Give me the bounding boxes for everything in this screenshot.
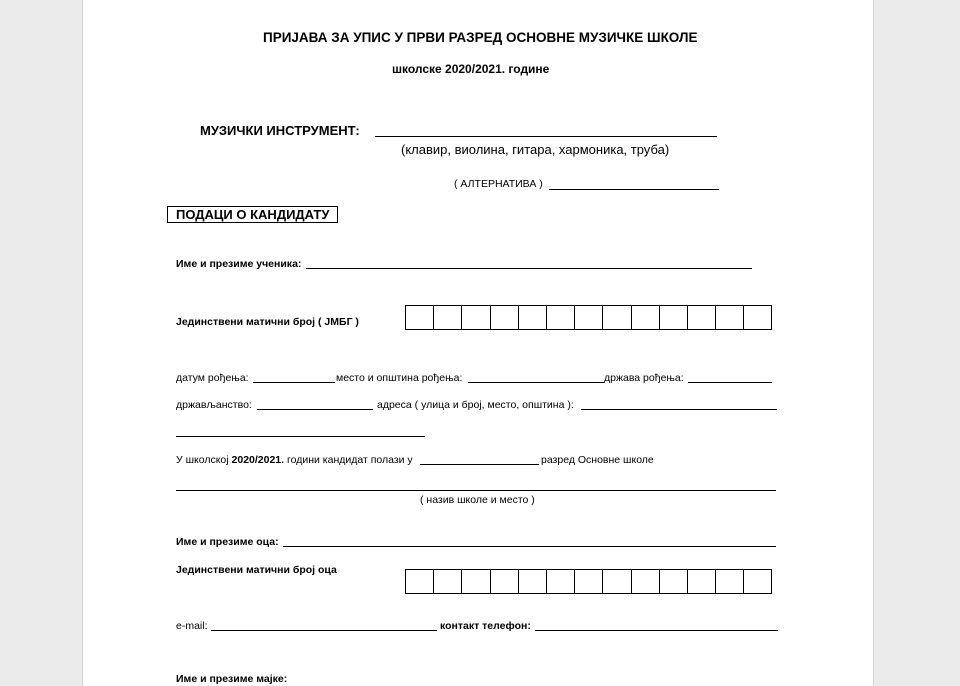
address-input-line[interactable]	[581, 409, 777, 410]
form-subtitle: школске 2020/2021. године	[392, 62, 550, 76]
jmbg-cell[interactable]	[434, 306, 462, 329]
father-name-label: Име и презиме оца:	[176, 536, 279, 548]
citizenship-label: држављанство:	[176, 399, 252, 411]
father-name-input-line[interactable]	[283, 546, 776, 547]
jmbg-cell[interactable]	[603, 306, 631, 329]
phone-label: контакт телефон:	[440, 620, 531, 632]
birth-place-label: место и општина рођења:	[336, 372, 463, 384]
father-jmbg-label: Јединствени матични број оца	[176, 564, 337, 576]
jmbg-cell[interactable]	[406, 570, 434, 593]
student-name-input-line[interactable]	[306, 268, 752, 269]
jmbg-label: Јединствени матични број ( ЈМБГ )	[176, 316, 359, 328]
instrument-hint: (клавир, виолина, гитара, хармоника, труба)	[401, 142, 670, 157]
mother-name-label: Име и презиме мајке:	[176, 673, 288, 685]
student-name-label: Име и презиме ученика:	[176, 258, 302, 270]
birth-date-input-line[interactable]	[253, 382, 335, 383]
phone-input-line[interactable]	[535, 630, 778, 631]
alternative-label: ( АЛТЕРНАТИВА )	[454, 178, 543, 190]
jmbg-cell[interactable]	[603, 570, 631, 593]
jmbg-cell[interactable]	[632, 306, 660, 329]
address-continuation-line[interactable]	[176, 436, 425, 437]
jmbg-cell[interactable]	[632, 570, 660, 593]
birth-date-label: датум рођења:	[176, 372, 249, 384]
citizenship-input-line[interactable]	[257, 409, 373, 410]
jmbg-cell[interactable]	[547, 570, 575, 593]
school-name-hint: ( назив школе и место )	[420, 494, 535, 506]
jmbg-cell[interactable]	[744, 306, 772, 329]
school-year-suffix: разред Основне школе	[541, 454, 654, 466]
jmbg-cell[interactable]	[660, 306, 688, 329]
birth-place-input-line[interactable]	[468, 382, 604, 383]
grade-input-line[interactable]	[420, 464, 539, 465]
form-title: ПРИЈАВА ЗА УПИС У ПРВИ РАЗРЕД ОСНОВНЕ МУЗИЧКЕ ШКОЛЕ	[263, 30, 698, 45]
father-jmbg-boxes[interactable]	[405, 569, 772, 594]
birth-country-label: држава рођења:	[604, 372, 684, 384]
section-candidate-heading: ПОДАЦИ О КАНДИДАТУ	[167, 206, 338, 223]
document-page	[82, 0, 874, 686]
school-year-sentence: У школској 2020/2021. години кандидат полази у	[176, 454, 413, 466]
jmbg-cell[interactable]	[744, 570, 772, 593]
jmbg-cell[interactable]	[660, 570, 688, 593]
jmbg-cell[interactable]	[688, 306, 716, 329]
jmbg-boxes[interactable]	[405, 305, 772, 330]
jmbg-cell[interactable]	[519, 570, 547, 593]
instrument-label: МУЗИЧКИ ИНСТРУМЕНТ:	[200, 123, 360, 138]
jmbg-cell[interactable]	[462, 570, 490, 593]
jmbg-cell[interactable]	[575, 570, 603, 593]
birth-country-input-line[interactable]	[688, 382, 772, 383]
jmbg-cell[interactable]	[547, 306, 575, 329]
jmbg-cell[interactable]	[434, 570, 462, 593]
jmbg-cell[interactable]	[462, 306, 490, 329]
instrument-input-line[interactable]	[375, 136, 717, 137]
jmbg-cell[interactable]	[491, 570, 519, 593]
address-label: адреса ( улица и број, место, општина ):	[377, 399, 574, 411]
jmbg-cell[interactable]	[575, 306, 603, 329]
email-label: e-mail:	[176, 620, 208, 632]
jmbg-cell[interactable]	[406, 306, 434, 329]
jmbg-cell[interactable]	[716, 306, 744, 329]
school-name-input-line[interactable]	[176, 490, 776, 491]
jmbg-cell[interactable]	[716, 570, 744, 593]
alternative-input-line[interactable]	[549, 189, 719, 190]
email-input-line[interactable]	[211, 630, 437, 631]
jmbg-cell[interactable]	[519, 306, 547, 329]
jmbg-cell[interactable]	[491, 306, 519, 329]
jmbg-cell[interactable]	[688, 570, 716, 593]
